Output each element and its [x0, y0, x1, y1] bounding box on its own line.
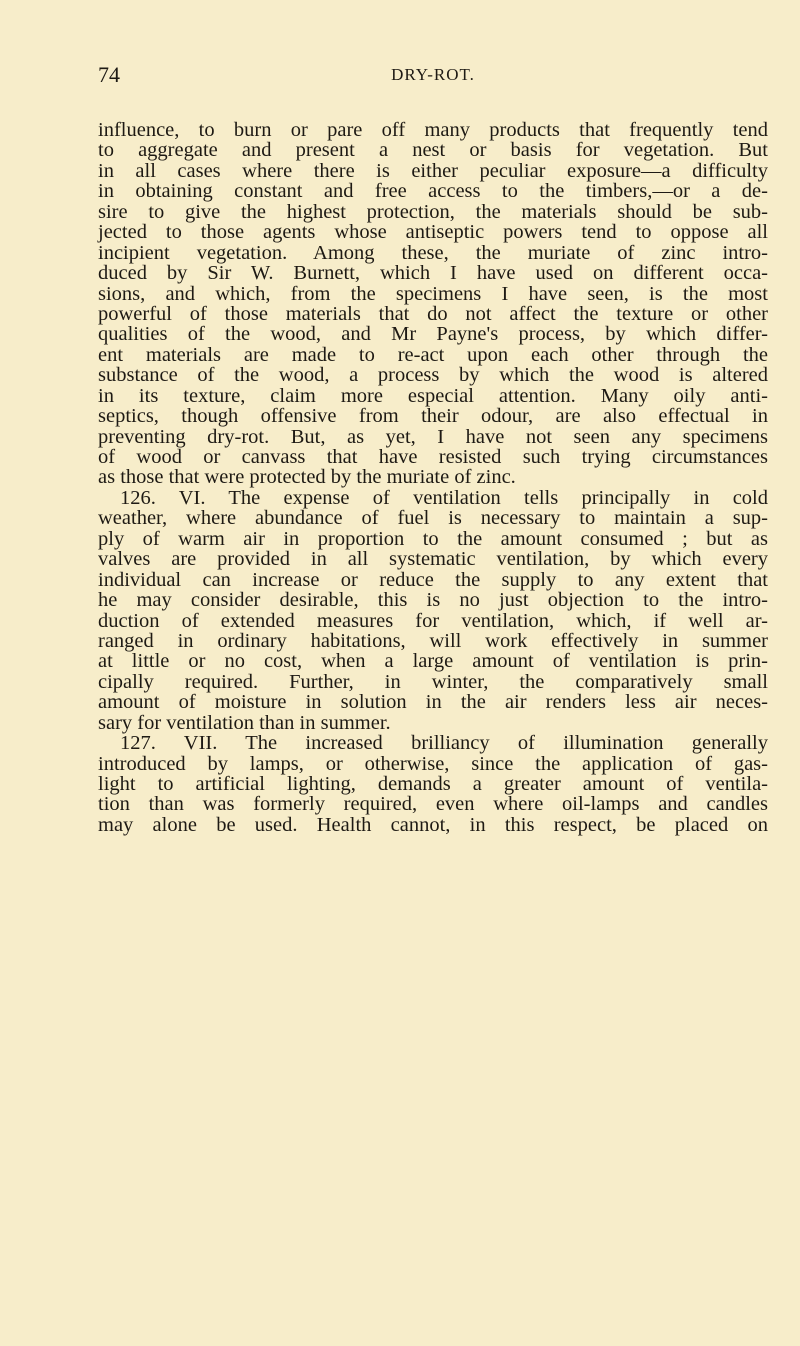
text-line: amount of moisture in solution in the air renders less air neces-	[98, 691, 768, 714]
text-line: duction of extended measures for ventilation, which, if well ar-	[98, 609, 768, 632]
text-line: duced by Sir W. Burnett, which I have used on different occa-	[98, 262, 768, 285]
page-number: 74	[98, 62, 120, 87]
text-line: ply of warm air in proportion to the amount consumed ; but as	[98, 527, 768, 550]
text-line: valves are provided in all systematic ventilation, by which every	[98, 548, 768, 571]
text-line: ent materials are made to re-act upon each other through the	[98, 343, 768, 366]
text-line: cipally required. Further, in winter, the comparatively small	[98, 670, 768, 693]
text-line: substance of the wood, a process by which the wood is altered	[98, 364, 768, 387]
text-line: in all cases where there is either peculiar exposure—a difficulty	[98, 159, 768, 182]
text-line: to aggregate and present a nest or basis for vegetation. But	[98, 139, 768, 162]
text-line: individual can increase or reduce the supply to any extent that	[98, 568, 768, 591]
text-line: 127. VII. The increased brilliancy of illumination generally	[120, 732, 768, 755]
text-line: qualities of the wood, and Mr Payne's process, by which differ-	[98, 323, 768, 346]
text-line: sire to give the highest protection, the materials should be sub-	[98, 200, 768, 223]
text-line: weather, where abundance of fuel is necessary to maintain a sup-	[98, 507, 768, 530]
text-line: 126. VI. The expense of ventilation tells principally in cold	[120, 486, 768, 509]
text-line: in its texture, claim more especial attention. Many oily anti-	[98, 384, 768, 407]
running-title: DRY-ROT.	[391, 65, 475, 84]
text-line: septics, though offensive from their odour, are also effectual in	[98, 405, 768, 428]
page-body	[98, 120, 768, 835]
text-line: influence, to burn or pare off many products that frequently tend	[98, 119, 768, 141]
text-line: sions, and which, from the specimens I have seen, is the most	[98, 282, 768, 305]
text-line: jected to those agents whose antiseptic powers tend to oppose all	[98, 221, 768, 244]
text-line: as those that were protected by the muriate of zinc.	[98, 466, 516, 489]
text-line: at little or no cost, when a large amount of ventilation is prin-	[98, 650, 768, 673]
page-header	[98, 62, 768, 86]
text-line: ranged in ordinary habitations, will work effectively in summer	[98, 629, 768, 652]
text-line: he may consider desirable, this is no just objection to the intro-	[98, 589, 768, 612]
text-line: in obtaining constant and free access to the timbers,—or a de-	[98, 180, 768, 203]
text-line: introduced by lamps, or otherwise, since the application of gas-	[98, 752, 768, 775]
text-line: powerful of those materials that do not affect the texture or other	[98, 302, 768, 325]
text-line: preventing dry-rot. But, as yet, I have not seen any specimens	[98, 425, 768, 448]
text-line: light to artificial lighting, demands a greater amount of ventila-	[98, 773, 768, 795]
text-line: tion than was formerly required, even where oil-lamps and candles	[98, 793, 768, 816]
text-line: sary for ventilation than in summer.	[98, 711, 391, 734]
text-line: may alone be used. Health cannot, in this respect, be placed on	[98, 813, 768, 836]
text-line: of wood or canvass that have resisted such trying circumstances	[98, 446, 768, 468]
text-line: incipient vegetation. Among these, the muriate of zinc intro-	[98, 241, 768, 264]
